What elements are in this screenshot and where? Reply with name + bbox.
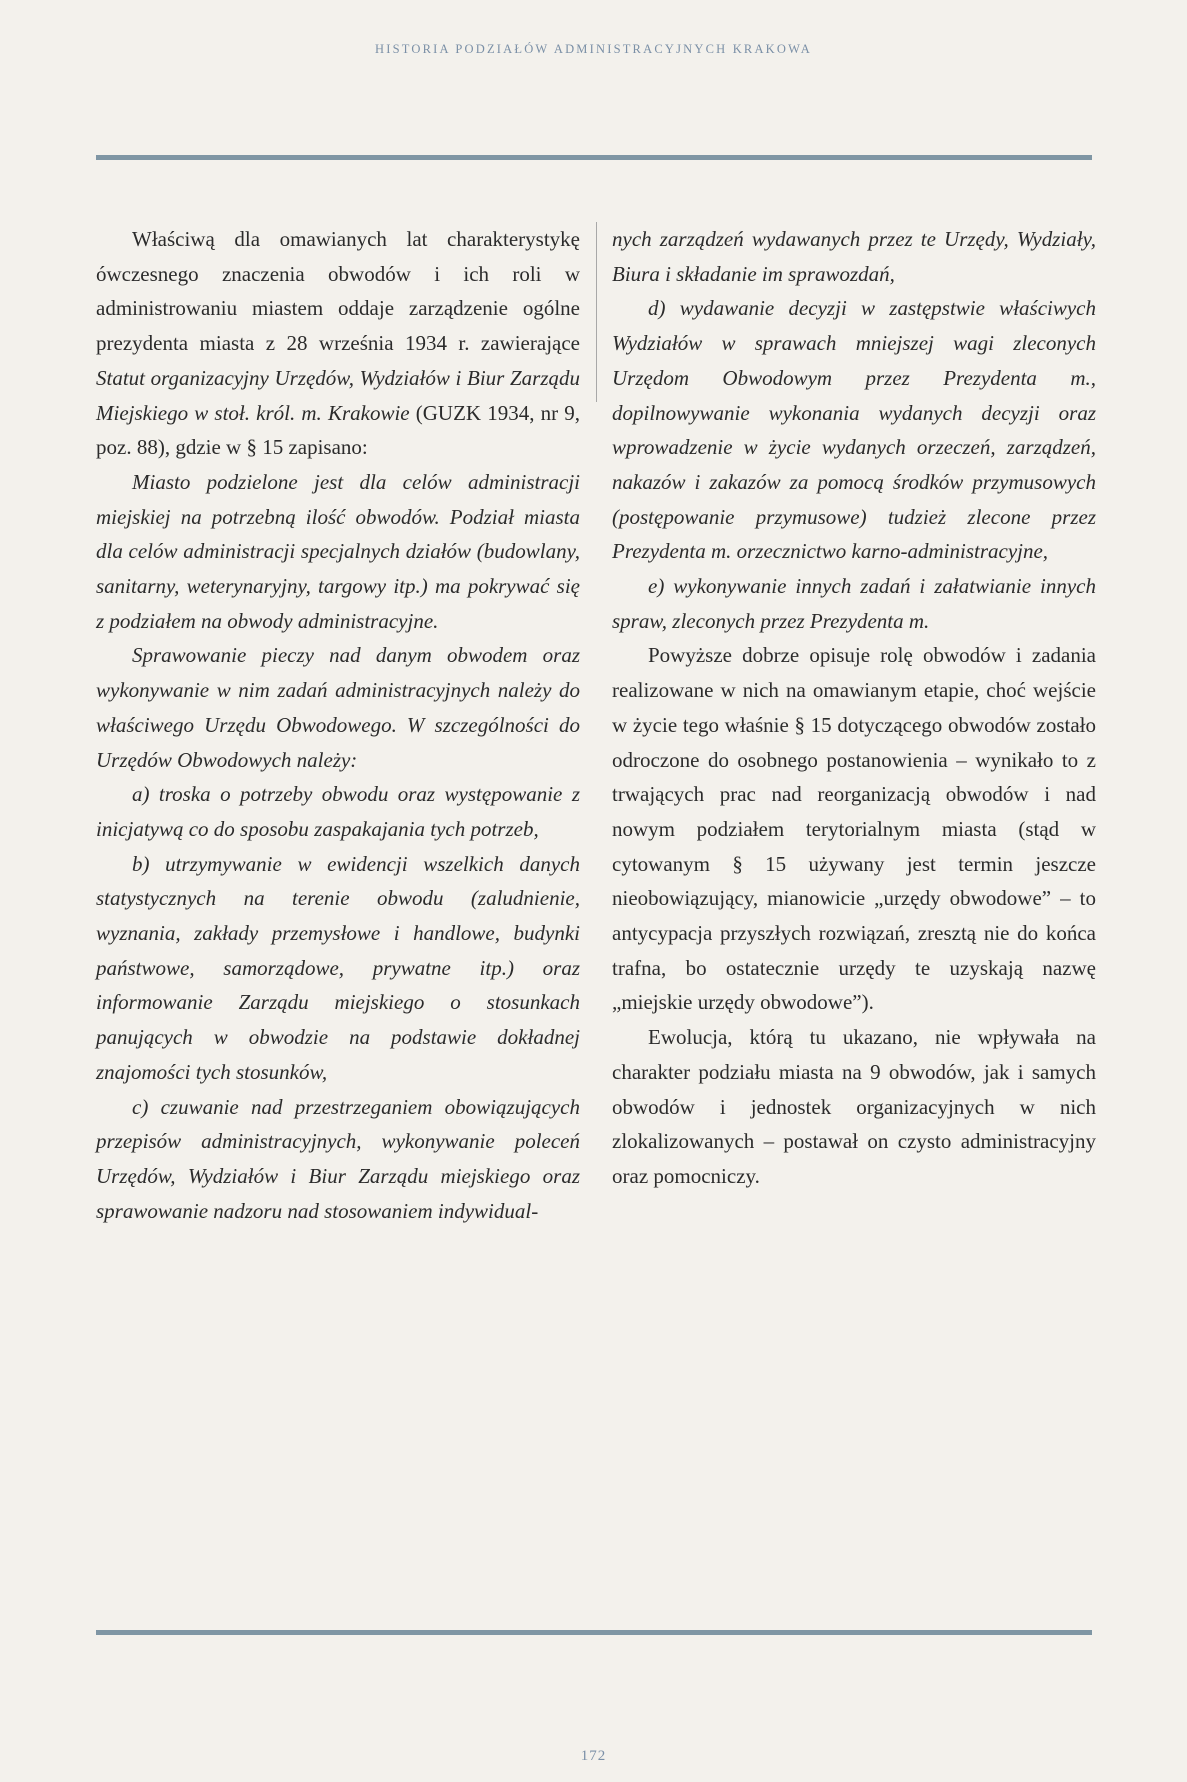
column-divider — [596, 222, 597, 402]
quote-item-d: d) wydawanie decyzji w zastępstwie właściwych Wydziałów w sprawach mniejszej wagi zleconych Urzędom Obwodowym przez Prezydenta m., dopilnowywanie wykonania wydanych decyzji oraz wprowadzenie w życie wydanych orzeczeń, zarządzeń, nakazów i zakazów za pomocą środków przymusowych (postępowanie przymusowe) tudzież zlecone przez Prezydenta m. orzecznictwo karno-administracyjne, — [612, 296, 1096, 564]
bottom-rule — [96, 1630, 1092, 1635]
statute-title: Statut organizacyjny Urzędów, Wydziałów i Biur Zarządu Miejskiego w stoł. król. m. Krakowie — [96, 365, 580, 425]
paragraph-intro — [96, 222, 580, 465]
running-head: HISTORIA PODZIAŁÓW ADMINISTRACYJNYCH KRAKOWA — [375, 42, 812, 56]
page-number: 172 — [580, 1748, 607, 1764]
quote-item-c: c) czuwanie nad przestrzeganiem obowiązujących przepisów administracyjnych, wykonywanie poleceń Urzędów, Wydziałów i Biur Zarządu miejskiego oraz sprawowanie nadzoru nad stosowaniem indywidual- — [96, 1094, 580, 1223]
quote-paragraph-1: Miasto podzielone jest dla celów administracji miejskiej na potrzebną ilość obwodów. Podział miasta dla celów administracji specjalnych działów (budowlany, sanitarny, weterynaryjny, targowy itp.) ma pokrywać się z podziałem na obwody administracyjne. — [96, 469, 580, 633]
quote-item-e: e) wykonywanie innych zadań i załatwianie innych spraw, zleconych przez Prezydenta m. — [612, 574, 1096, 633]
intro-text-b: (GUZK 1934, nr 9, poz. 88), gdzie w § 15 zapisano: — [96, 400, 580, 460]
left-column — [96, 222, 580, 1228]
quote-item-a: a) troska o potrzeby obwodu oraz występowanie z inicjatywą co do sposobu zaspakajania tych potrzeb, — [96, 782, 580, 841]
quote-item-c-continued: nych zarządzeń wydawanych przez te Urzędy, Wydziały, Biura i składanie im sprawozdań, — [612, 227, 1096, 286]
paragraph-evolution: Ewolucja, którą tu ukazano, nie wpływała na charakter podziału miasta na 9 obwodów, jak i samych obwodów i jednostek organizacyjnych w nich zlokalizowanych – postawał on czysto administracyjny oraz pomocniczy. — [612, 1025, 1096, 1188]
top-rule — [96, 155, 1092, 160]
paragraph-commentary: Powyższe dobrze opisuje rolę obwodów i zadania realizowane w nich na omawianym etapie, choć wejście w życie tego właśnie § 15 dotyczącego obwodów zostało odroczone do osobnego postanowienia – wynikało to z trwających prac nad reorganizacją obwodów i nad nowym podziałem terytorialnym miasta (stąd w cytowanym § 15 używany jest termin jeszcze nieobowiązujący, mianowicie „urzędy obwodowe” – to antycypacja przyszłych rozwiązań, zresztą nie do końca trafna, bo ostatecznie urzędy te uzyskają nazwę „miejskie urzędy obwodowe”). — [612, 643, 1096, 1015]
quote-item-b: b) utrzymywanie w ewidencji wszelkich danych statystycznych na terenie obwodu (zaludnienie, wyznania, zakłady przemysłowe i handlowe, budynki państwowe, samorządowe, prywatne itp.) oraz informowanie Zarządu miejskiego o stosunkach panujących w obwodzie na podstawie dokładnej znajomości tych stosunków, — [96, 851, 580, 1084]
quote-paragraph-2: Sprawowanie pieczy nad danym obwodem oraz wykonywanie w nim zadań administracyjnych należy do właściwego Urzędu Obwodowego. W szczególności do Urzędów Obwodowych należy: — [96, 643, 580, 772]
right-column — [612, 222, 1096, 1194]
intro-text-a: Właściwą dla omawianych lat charakterystykę ówczesnego znaczenia obwodów i ich roli w administrowaniu miastem oddaje zarządzenie ogólne prezydenta miasta z 28 września 1934 r. zawierające — [96, 227, 580, 356]
